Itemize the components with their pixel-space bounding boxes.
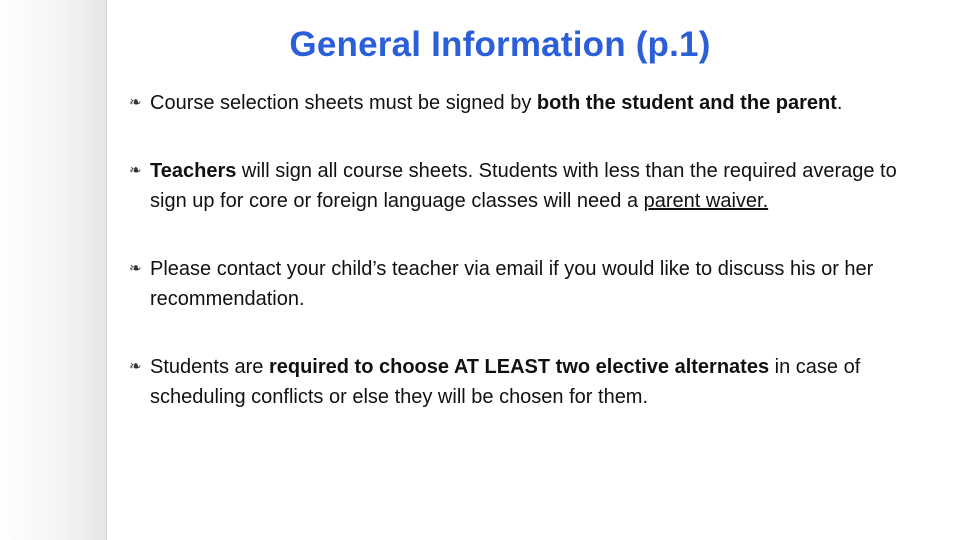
bullet-emphasis: required to choose AT LEAST two elective alternates — [268, 356, 770, 378]
bullet-electives — [125, 352, 925, 412]
bullet-contact — [125, 254, 925, 314]
bullet-marker-icon: ❧ — [129, 260, 142, 277]
bullet-signatures — [125, 88, 925, 118]
bullet-marker-icon: ❧ — [129, 162, 142, 179]
bullet-teachers — [125, 156, 925, 216]
bullet-text: will sign all course sheets. Students with less than the required average to sign up for core or foreign language classes will need a — [150, 160, 897, 212]
bullet-text: Course selection sheets must be signed by — [150, 92, 537, 114]
bullet-underlined: parent waiver. — [643, 190, 769, 212]
bullet-list — [125, 88, 925, 412]
bullet-text: . — [836, 92, 843, 114]
bullet-text: Students are — [150, 356, 269, 378]
bullet-text: in case of scheduling conflicts or else they will be chosen for them. — [150, 356, 861, 408]
bullet-emphasis: both the student and the parent — [536, 92, 837, 114]
bullet-text: Please contact your child’s teacher via email if you would like to discuss his or her recommendation. — [150, 258, 874, 310]
left-decorative-band — [0, 0, 107, 540]
bullet-marker-icon: ❧ — [129, 358, 142, 375]
bullet-emphasis: Teachers — [150, 160, 237, 182]
bullet-marker-icon: ❧ — [129, 94, 142, 111]
slide-title: General Information (p.1) — [289, 25, 711, 64]
